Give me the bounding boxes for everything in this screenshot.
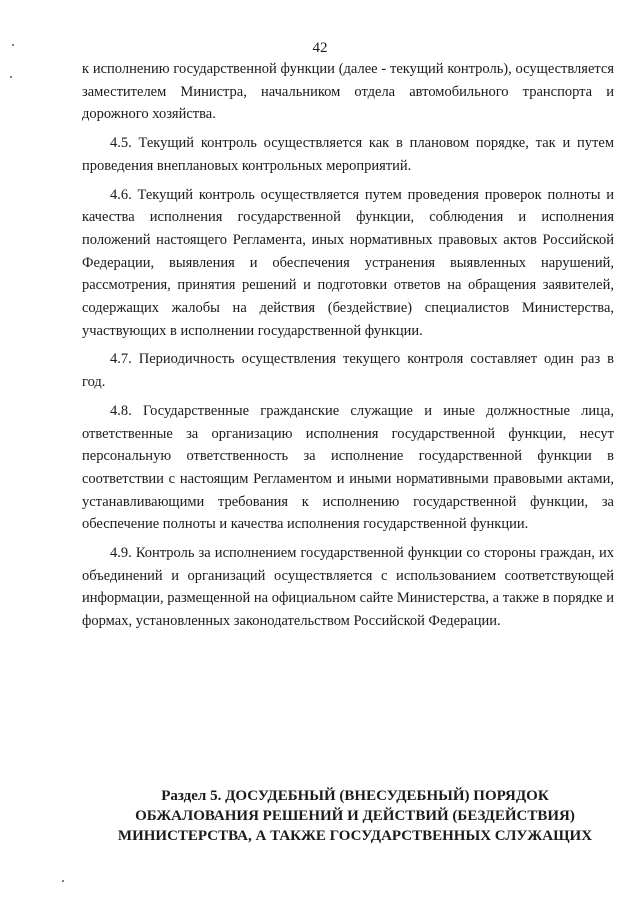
paragraph-4-8: 4.8. Государственные гражданские служащие и иные должностные лица, ответственные за организацию исполнения государственной функции, несут персональную ответственность за исполнение государственной функции в соответствии с настоящим Регламентом и иными нормативными правовыми актами, устанавливающими требования к исполнению государственной функции, за обеспечение полноты и качества исполнения государственной функции. <box>82 402 614 533</box>
section-heading <box>70 786 640 846</box>
section-heading-line: МИНИСТЕРСТВА, А ТАКЖЕ ГОСУДАРСТВЕННЫХ СЛУЖАЩИХ <box>117 828 593 844</box>
paragraph-4-7: 4.7. Периодичность осуществления текущего контроля составляет один раз в год. <box>82 351 614 391</box>
section-heading-line: ОБЖАЛОВАНИЯ РЕШЕНИЙ И ДЕЙСТВИЙ (БЕЗДЕЙСТВИЯ) <box>135 808 575 824</box>
scan-speck <box>10 76 12 78</box>
paragraph-4-6: 4.6. Текущий контроль осуществляется путем проведения проверок полноты и качества исполнения государственной функции, соблюдения и исполнения положений настоящего Регламента, иных нормативных правовых актов Российской Федерации, выявления и обеспечения устранения выявленных нарушений, рассмотрения, принятия решений и подготовки ответов на обращения заявителей, содержащих жалобы на действия (бездействие) специалистов Министерства, участвующих в исполнении государственной функции. <box>82 186 614 339</box>
page-number: 42 <box>312 40 328 56</box>
paragraph-4-5: 4.5. Текущий контроль осуществляется как в плановом порядке, так и путем проведения внеплановых контрольных мероприятий. <box>82 135 614 174</box>
section-heading-line: Раздел 5. ДОСУДЕБНЫЙ (ВНЕСУДЕБНЫЙ) ПОРЯДОК <box>161 788 549 804</box>
scan-speck <box>62 880 64 882</box>
body-text <box>82 58 614 639</box>
paragraph-continuation: к исполнению государственной функции (далее - текущий контроль), осуществляется заместителем Министра, начальником отдела автомобильного транспорта и дорожного хозяйства. <box>82 61 614 123</box>
paragraph-4-9: 4.9. Контроль за исполнением государственной функции со стороны граждан, их объединений и организаций осуществляется с использованием соответствующей информации, размещенной на официальном сайте Министерства, а также в порядке и формах, установленных законодательством Российской Федерации. <box>82 545 614 630</box>
